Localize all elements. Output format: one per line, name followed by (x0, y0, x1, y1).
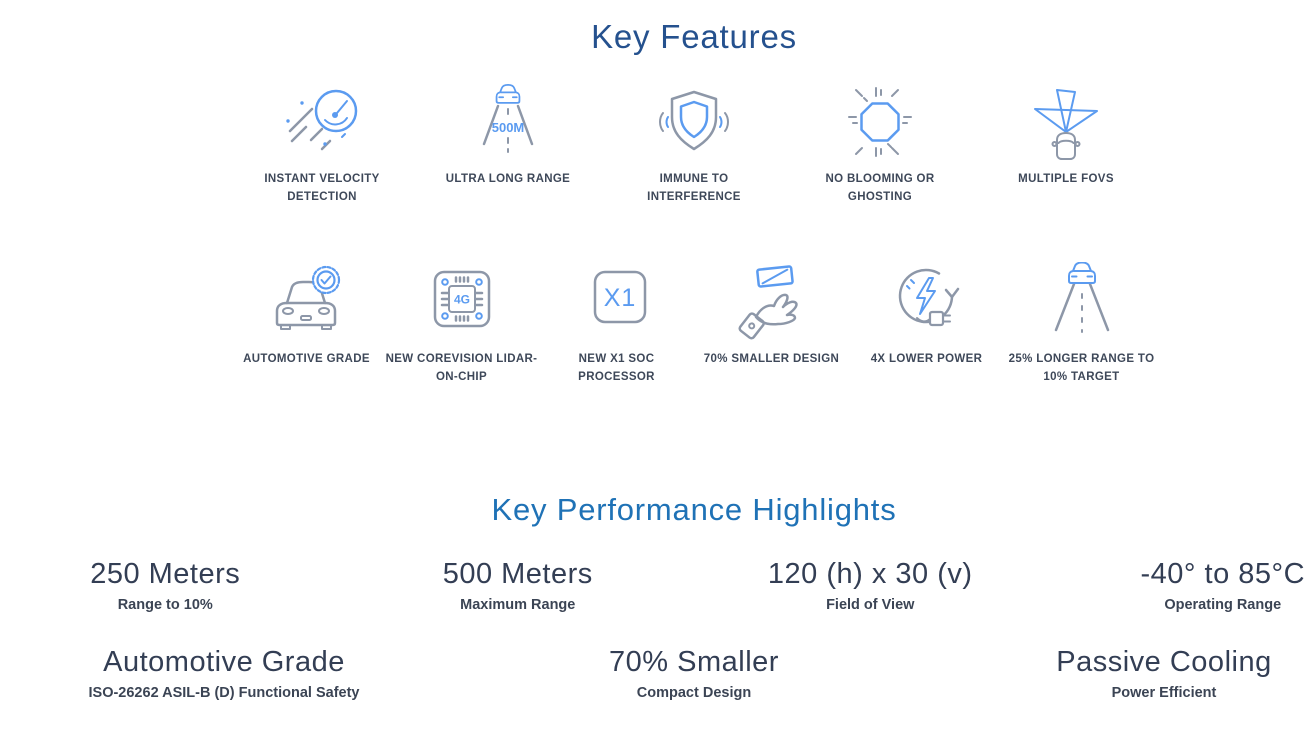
stat-label: Maximum Range (460, 597, 576, 613)
feature-x1-soc (539, 260, 694, 386)
feature-label: 4X LOWER POWER (870, 353, 983, 365)
stat-value: 500 Meters (442, 558, 593, 590)
performance-row-1 (0, 556, 1313, 614)
stat-automotive-grade (0, 644, 459, 702)
performance-row-2 (0, 644, 1313, 702)
stat-passive-cooling (929, 644, 1313, 702)
stat-value: 70% Smaller (609, 646, 779, 678)
stat-label: Range to 10% (117, 597, 213, 613)
svg-text:500M: 500M (491, 120, 525, 135)
velocity-comet-icon (278, 80, 366, 164)
page-content (0, 18, 1313, 702)
features-row-2 (229, 260, 1159, 386)
feature-label: MULTIPLE FOVS (1018, 173, 1114, 185)
stat-value: 120 (h) x 30 (v) (767, 558, 973, 590)
feature-no-blooming (787, 80, 973, 206)
feature-smaller-design (694, 260, 849, 368)
stat-value: Passive Cooling (1056, 646, 1272, 678)
hand-device-icon (729, 260, 815, 344)
power-cycle-plug-icon (884, 260, 970, 344)
key-features-title: Key Features (591, 18, 797, 55)
feature-label: NO BLOOMING OR GHOSTING (825, 173, 935, 203)
car-certified-badge-icon (263, 260, 351, 344)
feature-lower-power (849, 260, 1004, 368)
feature-corevision-chip (384, 260, 539, 386)
feature-ultra-long-range (415, 80, 601, 188)
feature-label: 25% LONGER RANGE TO 10% TARGET (1008, 353, 1155, 383)
feature-instant-velocity (229, 80, 415, 206)
stat-maximum-range (342, 556, 695, 614)
svg-text:4G: 4G (453, 292, 470, 307)
features-row-1 (229, 80, 1159, 206)
feature-multiple-fovs (973, 80, 1159, 188)
shield-waves-icon (651, 80, 737, 164)
feature-longer-range (1004, 260, 1159, 386)
stat-label: ISO-26262 ASIL-B (D) Functional Safety (88, 685, 360, 701)
stat-value: 250 Meters (90, 558, 241, 590)
stat-value: Automotive Grade (103, 646, 345, 678)
stat-label: Compact Design (636, 685, 752, 701)
stat-field-of-view (694, 556, 1047, 614)
stat-operating-range (1047, 556, 1313, 614)
feature-label: ULTRA LONG RANGE (445, 173, 571, 185)
feature-label: NEW X1 SOC PROCESSOR (578, 353, 655, 383)
x1-soc-icon (574, 260, 660, 344)
sun-icon (840, 80, 920, 164)
stat-compact-design (459, 644, 929, 702)
feature-label: IMMUNE TO INTERFERENCE (647, 173, 741, 203)
key-performance-title: Key Performance Highlights (491, 492, 897, 527)
stat-label: Power Efficient (1111, 685, 1217, 701)
long-range-road-icon (468, 80, 548, 164)
chip-icon (422, 260, 502, 344)
feature-label: 70% SMALLER DESIGN (703, 353, 840, 365)
feature-label: INSTANT VELOCITY DETECTION (264, 173, 380, 203)
stat-range-to-10 (0, 556, 342, 614)
feature-automotive-grade (229, 260, 384, 368)
longer-range-road-icon (1039, 260, 1125, 344)
multiple-fov-car-icon (1023, 80, 1109, 164)
feature-label: AUTOMOTIVE GRADE (243, 353, 370, 365)
feature-label: NEW COREVISION LIDAR-ON-CHIP (385, 353, 538, 383)
stat-label: Field of View (826, 597, 915, 613)
svg-text:X1: X1 (603, 284, 636, 312)
stat-value: -40° to 85°C (1140, 558, 1306, 590)
feature-immune-interference (601, 80, 787, 206)
stat-label: Operating Range (1164, 597, 1282, 613)
